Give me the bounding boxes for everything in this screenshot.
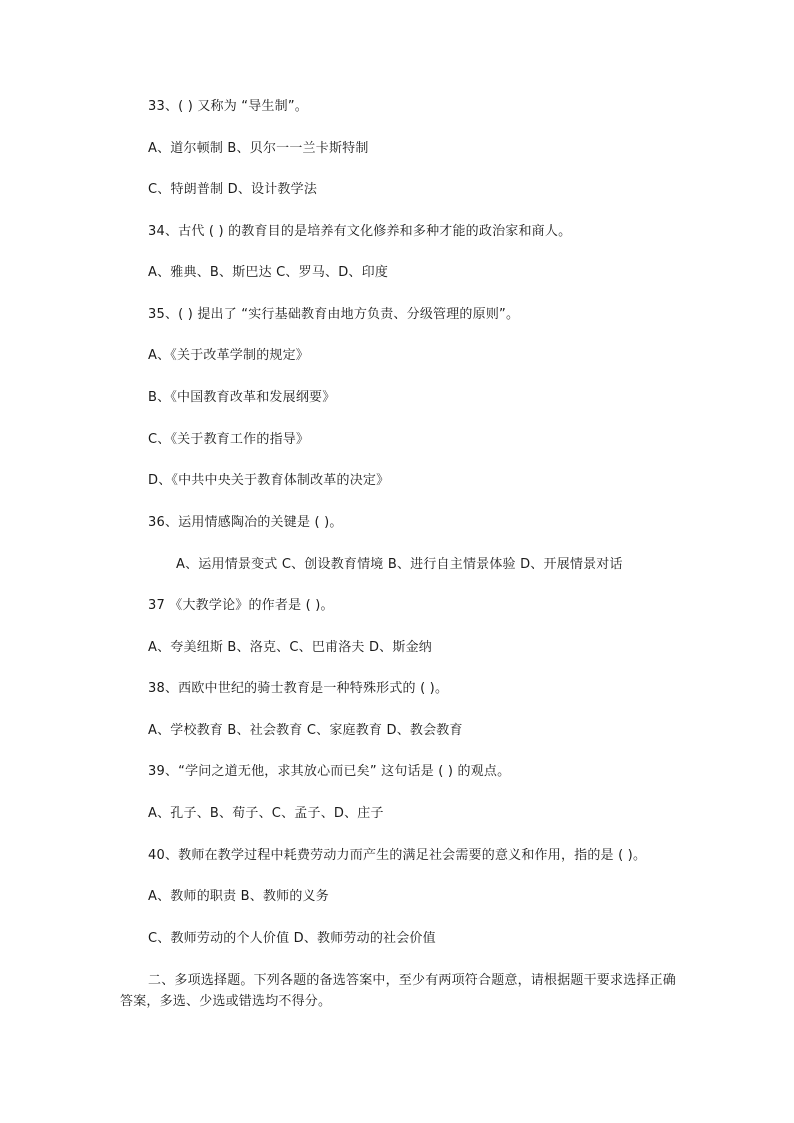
question-35-option-a: A、《关于改革学制的规定》 (148, 348, 309, 363)
question-40-options-a-b: A、教师的职责 B、教师的义务 (148, 889, 329, 904)
question-35: 35、( ) 提出了 “实行基础教育由地方负责、分级管理的原则”。 (148, 307, 520, 322)
question-36-options: A、运用情景变式 C、创设教育情境 B、进行自主情景体验 D、开展情景对话 (176, 557, 623, 572)
question-34: 34、古代 ( ) 的教育目的是培养有文化修养和多种才能的政治家和商人。 (148, 224, 572, 239)
question-39: 39、“学问之道无他，求其放心而已矣” 这句话是 ( ) 的观点。 (148, 764, 511, 779)
question-35-option-c: C、《关于教育工作的指导》 (148, 432, 310, 447)
question-37-options: A、夸美纽斯 B、洛克、C、巴甫洛夫 D、斯金纳 (148, 640, 432, 655)
section-heading-multiple-choice: 二、多项选择题。下列各题的备选答案中，至少有两项符合题意，请根据题干要求选择正确答案，多选、少选或错选均不得分。 (120, 973, 677, 1009)
question-40-options-c-d: C、教师劳动的个人价值 D、教师劳动的社会价值 (148, 931, 436, 946)
question-38: 38、西欧中世纪的骑士教育是一种特殊形式的 ( )。 (148, 681, 449, 696)
question-35-option-d: D、《中共中央关于教育体制改革的决定》 (148, 473, 390, 488)
question-33-options-a-b: A、道尔顿制 B、贝尔一一兰卡斯特制 (148, 141, 369, 156)
question-40: 40、教师在教学过程中耗费劳动力而产生的满足社会需要的意义和作用，指的是 ( )。 (148, 848, 647, 863)
question-34-options: A、雅典、B、斯巴达 C、罗马、D、印度 (148, 265, 389, 280)
question-35-option-b: B、《中国教育改革和发展纲要》 (148, 390, 336, 405)
question-36: 36、运用情感陶冶的关键是 ( )。 (148, 515, 343, 530)
question-33: 33、( ) 又称为 “导生制”。 (148, 99, 308, 114)
question-38-options: A、学校教育 B、社会教育 C、家庭教育 D、教会教育 (148, 723, 463, 738)
question-33-options-c-d: C、特朗普制 D、设计教学法 (148, 182, 318, 197)
question-37: 37 《大教学论》的作者是 ( )。 (148, 598, 334, 613)
question-39-options: A、孔子、B、荀子、C、孟子、D、庄子 (148, 806, 384, 821)
